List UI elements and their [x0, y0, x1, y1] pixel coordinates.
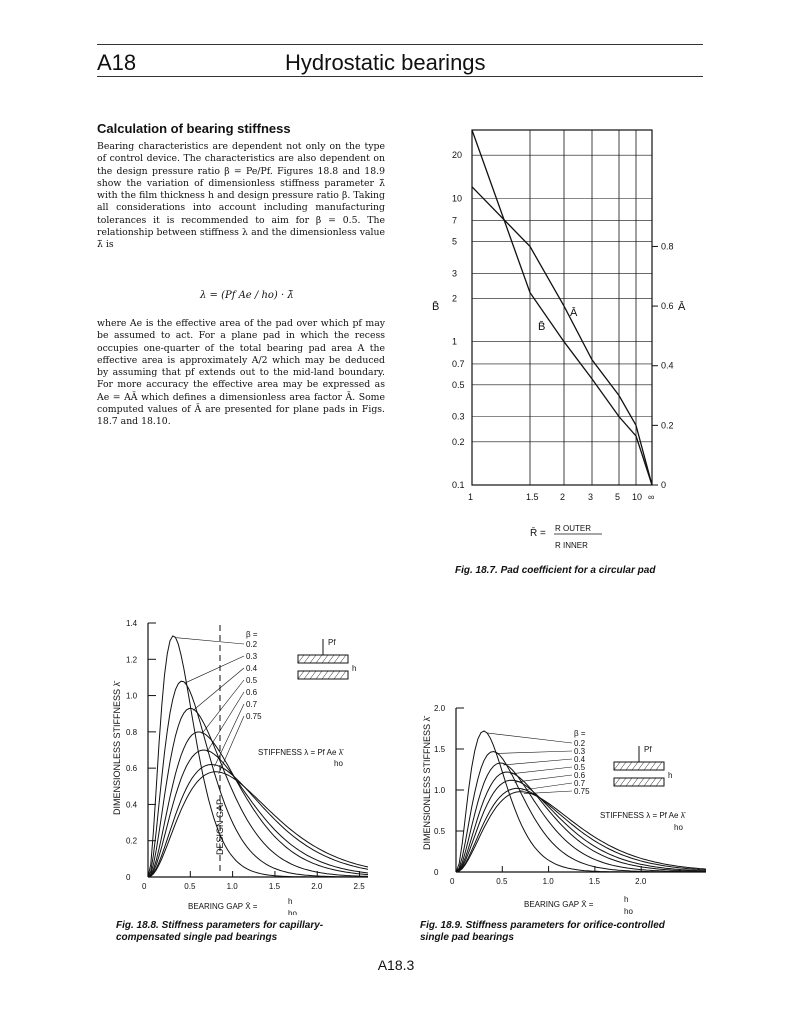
fig-18-7-right-tick: 0.8	[661, 241, 674, 252]
x-tick-label: 1.5	[268, 882, 281, 891]
pf-label: Pf	[644, 745, 652, 754]
fig-18-7-x-tick: 10	[632, 492, 643, 502]
y-tick-label: 0.5	[434, 827, 446, 836]
fig-18-7-x-tick: 1.5	[526, 492, 539, 502]
stiffness-equation: λ = (Pf Ae / ho) · λ̄	[200, 290, 294, 301]
fig-18-7-x-tick: 1	[468, 492, 474, 502]
x-tick-label: 2.5	[353, 882, 365, 891]
fig-18-8-x-label-den: ho	[288, 909, 297, 915]
h-label: h	[352, 664, 357, 673]
y-tick-label: 0	[126, 873, 131, 882]
beta-value-label: 0.6	[246, 688, 258, 697]
header-top-rule	[97, 44, 703, 45]
x-tick-label: 1.0	[226, 882, 238, 891]
fig-18-9-x-label-den: ho	[624, 907, 633, 916]
fig-18-7-right-tick: 0.6	[661, 301, 674, 312]
fig-18-7-right-tick: 0.4	[661, 360, 674, 371]
h-label: h	[668, 771, 673, 780]
fig-18-7-left-tick: 0.5	[452, 379, 465, 390]
fig-18-9-caption-line2: single pad bearings	[420, 932, 514, 943]
fig-18-7-x-label-lhs: R̄ =	[530, 528, 546, 539]
beta-value-label: 0.2	[246, 640, 258, 649]
x-tick-label: 0.5	[184, 882, 196, 891]
curve-a-bar	[472, 187, 652, 485]
y-tick-label: 1.4	[126, 619, 138, 628]
fig-18-8-x-label-num: h	[288, 897, 293, 906]
y-tick-label: 0.8	[126, 727, 138, 737]
beta-label: β =	[574, 729, 586, 738]
beta-label: β =	[246, 630, 258, 639]
header-section-code: A18	[97, 50, 137, 75]
fig-18-7-left-tick: 1	[452, 336, 458, 347]
fig-18-7-left-tick: 0.1	[452, 480, 465, 490]
fig-18-7-x-tick: ∞	[648, 492, 655, 502]
y-tick-label: 1.5	[434, 745, 446, 754]
fig-18-8-caption-line1: Fig. 18.8. Stiffness parameters for capillary-	[116, 920, 324, 931]
fig-18-9-chart	[418, 700, 718, 918]
fig-18-7-grid	[472, 130, 652, 485]
fig-18-7-left-axis-label: B̄	[432, 301, 440, 313]
fig-18-7-left-tick: 2	[452, 293, 458, 304]
fig-18-9-caption-line1: Fig. 18.9. Stiffness parameters for orifice-controlled	[420, 920, 665, 931]
stiffness-curve-β=0.7	[456, 788, 706, 872]
fig-18-8-stiffness-den: ho	[334, 759, 343, 768]
fig-18-8-y-label: DIMENSIONLESS STIFFNESS λ̄	[112, 681, 122, 815]
beta-value-label: 0.75	[246, 712, 262, 721]
fig-18-7-left-tick: 5	[452, 236, 458, 247]
beta-value-label: 0.75	[574, 787, 590, 796]
fig-18-7-x-tick: 5	[615, 492, 621, 502]
fig-18-7-chart	[420, 120, 720, 590]
stiffness-curve-β=0.75	[148, 772, 368, 877]
fig-18-9-stiffness-formula: STIFFNESS λ = Pf Ae λ̄	[600, 811, 685, 820]
y-tick-label: 0	[434, 868, 439, 877]
fig-18-7-caption: Fig. 18.7. Pad coefficient for a circular pad	[455, 565, 656, 576]
beta-value-label: 0.7	[574, 779, 586, 788]
fig-18-9-x-label-num: h	[624, 895, 629, 904]
x-tick-label: 2.0	[311, 882, 323, 891]
fig-18-8-chart	[108, 615, 388, 915]
stiffness-curve-β=0.7	[148, 765, 368, 878]
beta-value-label: 0.6	[574, 771, 586, 780]
fig-18-7-x-tick: 3	[588, 492, 594, 502]
beta-value-label: 0.7	[246, 700, 258, 709]
header-title: Hydrostatic bearings	[285, 50, 486, 75]
x-tick-label: 2.0	[635, 877, 647, 886]
beta-value-label: 0.3	[574, 747, 586, 756]
x-tick-label: 0.5	[496, 877, 508, 886]
stiffness-curve-β=0.4	[148, 708, 368, 877]
fig-18-7-left-tick: 3	[452, 268, 458, 279]
y-tick-label: 1.2	[126, 655, 138, 665]
x-tick-label: 0	[142, 882, 147, 891]
y-tick-label: 1.0	[126, 691, 138, 701]
fig-18-9-x-label: BEARING GAP X̄ =	[524, 900, 594, 909]
fig-18-7-x-label-den: R INNER	[555, 541, 588, 550]
pf-label: Pf	[328, 638, 336, 647]
page-number: A18.3	[377, 957, 415, 973]
fig-18-9-y-label: DIMENSIONLESS STIFFNESS λ̄	[422, 716, 432, 850]
fig-18-7-curve-label-b: B̄	[538, 321, 546, 333]
y-tick-label: 1.0	[434, 786, 446, 795]
x-tick-label: 1.0	[542, 877, 554, 886]
paragraph-intro: Bearing characteristics are dependent not only on the type of control device. The characteristics are also dependent on the design pressure ratio β = Pe/Pf. Figures 18.8 and 18.9 show the variation of dimensionless stiffness parameter λ̄ with the film thickness h and design pressure ratio β. Taking all considerations into account including manufacturing tolerances it is recommended to aim for β = 0.5. The relationship between stiffness λ and the dimensionless value λ̄ is	[97, 141, 385, 251]
fig-18-9-stiffness-den: ho	[674, 823, 683, 832]
fig-18-7-curve-label-a: Ā	[570, 307, 578, 319]
paragraph-effective-area: where Ae is the effective area of the pad over which pf may be assumed to act. For a plane pad in which the recess occupies one-quarter of the total bearing pad area A the effective area is approximately A/2 which may be deduced by assuming that pf extends out to the mid-land boundary. For more accuracy the effective area may be expressed as Ae = AĀ which defines a dimensionless area factor Ā. Some computed values of Ā are presented for plane pads in Figs. 18.7 and 18.10.	[97, 318, 385, 428]
fig-18-7-right-tick: 0	[661, 480, 667, 490]
fig-18-7-left-tick: 0.7	[452, 358, 465, 369]
bearing-sketch-1	[298, 638, 356, 679]
y-tick-label: 0.6	[126, 764, 138, 774]
beta-value-label: 0.3	[246, 652, 258, 661]
fig-18-7-left-tick: 10	[452, 193, 463, 204]
beta-value-label: 0.4	[574, 755, 586, 764]
fig-18-7-left-tick: 0.2	[452, 436, 465, 447]
x-tick-label: 1.5	[588, 877, 601, 886]
fig-18-7-left-tick: 0.3	[452, 411, 465, 422]
fig-18-9-caption	[420, 920, 665, 944]
bearing-sketch-2	[614, 745, 672, 786]
y-tick-label: 2.0	[434, 704, 446, 713]
section-title: Calculation of bearing stiffness	[97, 121, 291, 136]
fig-18-8-stiffness-formula: STIFFNESS λ = Pf Ae λ̄	[258, 748, 343, 757]
x-tick-label: 0	[450, 877, 455, 886]
fig-18-7-left-tick: 7	[452, 215, 458, 226]
fig-18-7-left-tick: 20	[452, 150, 463, 161]
y-tick-label: 0.2	[126, 836, 138, 846]
fig-18-8-caption	[116, 920, 323, 944]
fig-18-8-caption-line2: compensated single pad bearings	[116, 932, 278, 943]
fig-18-7-right-tick: 0.2	[661, 420, 674, 431]
beta-value-label: 0.2	[574, 739, 586, 748]
design-gap-label: DESIGN GAP	[215, 798, 225, 855]
curve-b-bar	[472, 130, 652, 485]
beta-value-label: 0.5	[574, 763, 586, 772]
header-bottom-rule	[97, 76, 703, 77]
fig-18-7-frame	[472, 130, 652, 485]
fig-18-7-x-tick: 2	[560, 492, 566, 502]
beta-value-label: 0.5	[246, 676, 258, 685]
fig-18-7-x-label-num: R OUTER	[555, 524, 591, 533]
beta-value-label: 0.4	[246, 664, 258, 673]
fig-18-7-right-axis-label: Ā	[678, 301, 686, 313]
y-tick-label: 0.4	[126, 800, 138, 810]
fig-18-8-x-label: BEARING GAP X̄ =	[188, 902, 258, 911]
